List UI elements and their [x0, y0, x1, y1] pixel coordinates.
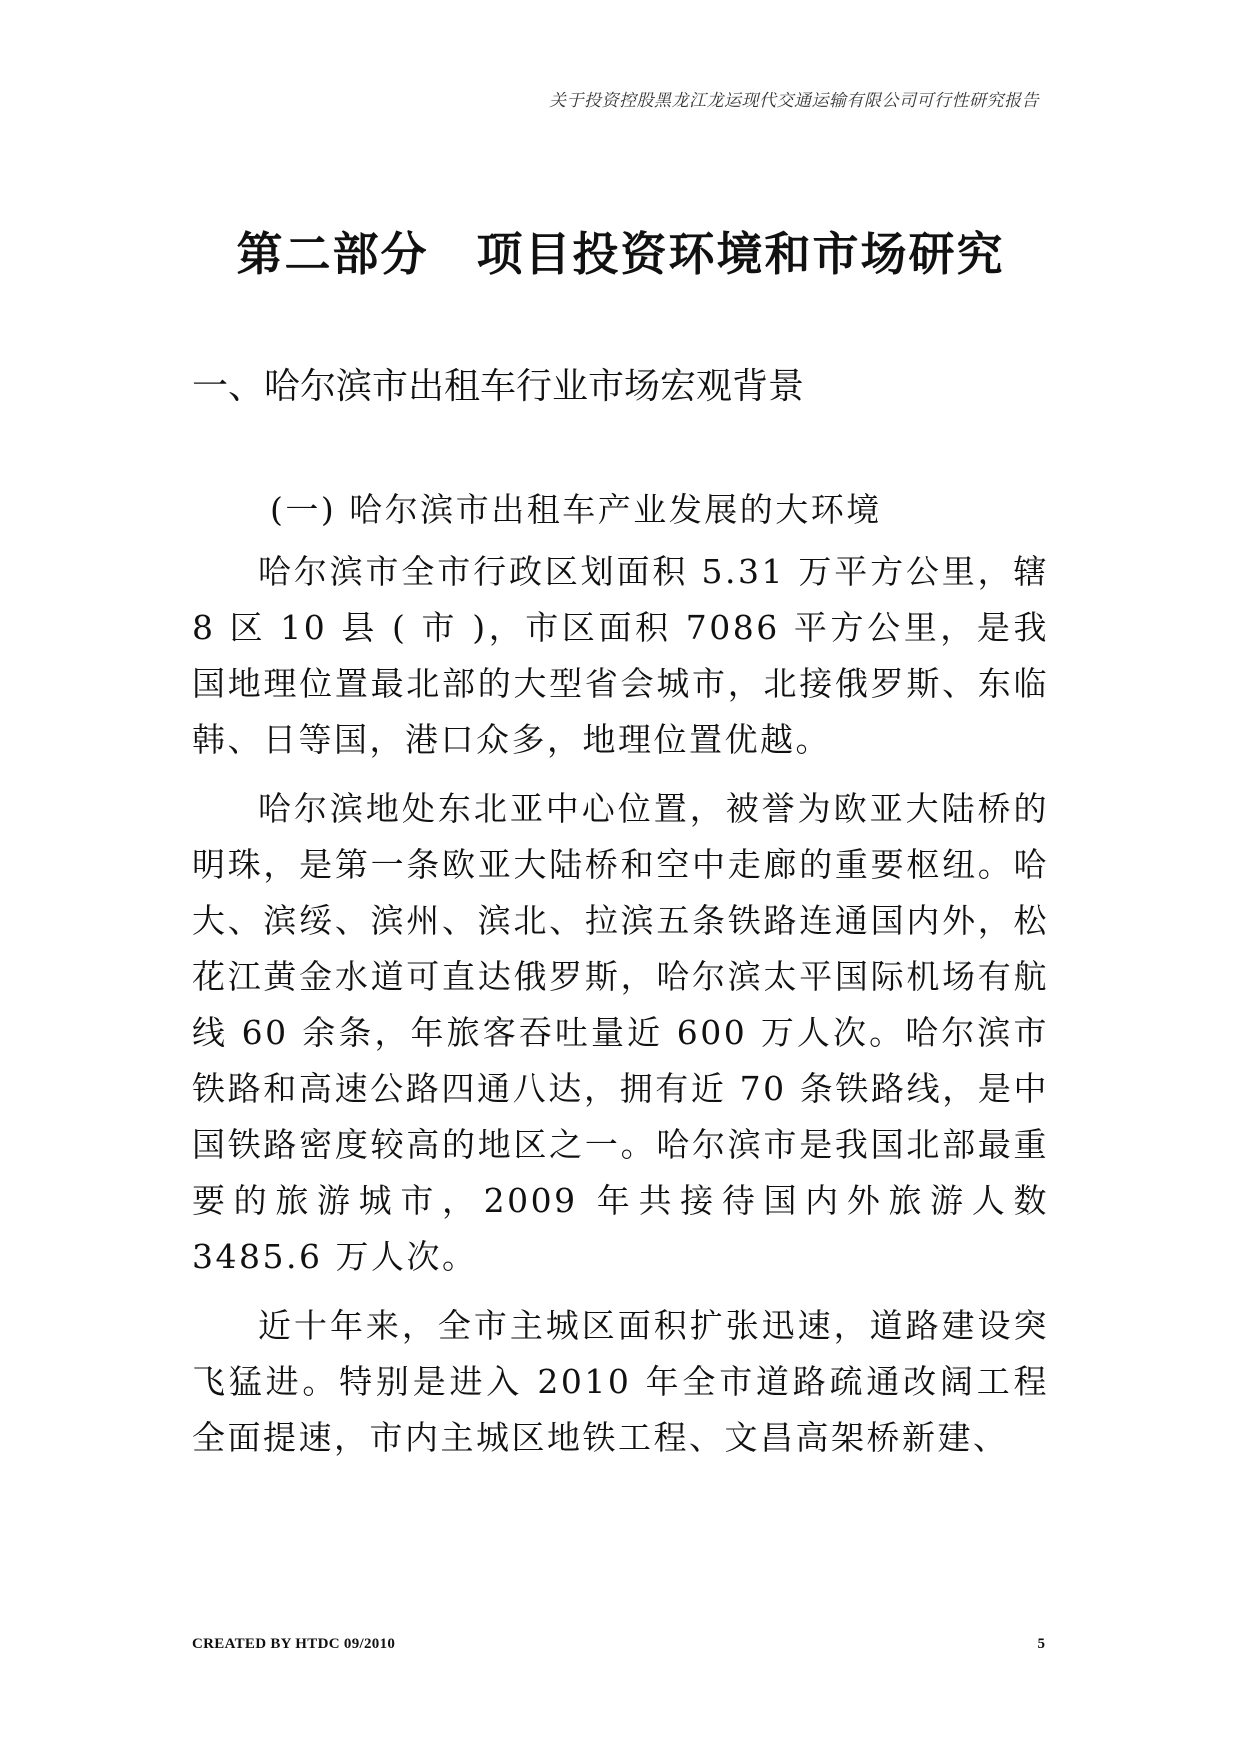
- footer-creator: CREATED BY HTDC 09/2010: [192, 1636, 396, 1652]
- part-title: 第二部分 项目投资环境和市场研究: [236, 227, 1005, 281]
- paragraph: 近十年来，全市主城区面积扩张迅速，道路建设突飞猛进。特别是进入 2010 年全市道路疏通改阔工程全面提速，市内主城区地铁工程、文昌高架桥新建、: [192, 1306, 1049, 1457]
- paragraph: 哈尔滨市全市行政区划面积 5.31 万平方公里，辖 8 区 10 县 ( 市 )，市区面积 7086 平方公里，是我国地理位置最北部的大型省会城市，北接俄罗斯、东临韩、日等国，港口众多，地理位置优越。: [192, 552, 1049, 759]
- body-text: [192, 482, 1049, 1479]
- subsection-title: (一) 哈尔滨市出租车产业发展的大环境: [270, 490, 882, 529]
- page-number: 5: [1037, 1636, 1045, 1652]
- running-header: 关于投资控股黑龙江龙运现代交通运输有限公司可行性研究报告: [549, 91, 1039, 111]
- paragraph: 哈尔滨地处东北亚中心位置，被誉为欧亚大陆桥的明珠，是第一条欧亚大陆桥和空中走廊的重要枢纽。哈大、滨绥、滨州、滨北、拉滨五条铁路连通国内外，松花江黄金水道可直达俄罗斯，哈尔滨太平国际机场有航线 60 余条，年旅客吞吐量近 600 万人次。哈尔滨市铁路和高速公路四通八达，拥有近 70 条铁路线，是中国铁路密度较高的地区之一。哈尔滨市是我国北部最重要的旅游城市，2009 年共接待国内外旅游人数 3485.6 万人次。: [192, 789, 1049, 1276]
- section-title: 一、哈尔滨市出租车行业市场宏观背景: [192, 366, 805, 407]
